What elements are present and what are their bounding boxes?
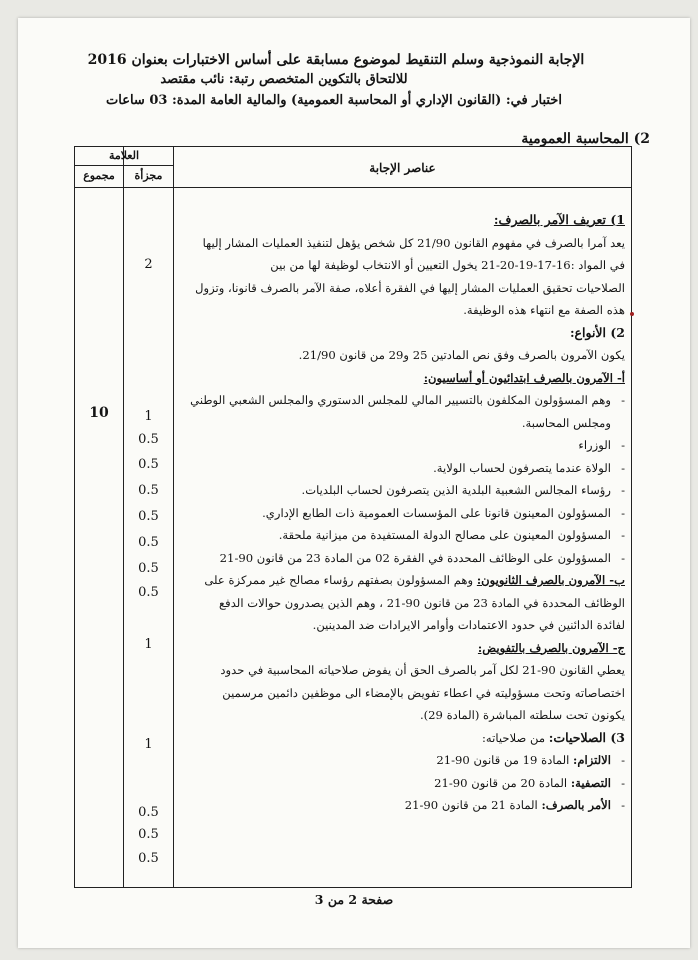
header-line-3: اختبار في: (القانون الإداري أو المحاسبة العمومية) والمالية العامة المدة: 03 ساعات <box>106 93 562 108</box>
type-a-item-1: -وهم المسؤولون المكلفون بالتسيير المالي للمجلس الدستوري والمجلس الشعبي الوطني <box>190 393 625 407</box>
score-a4: 0.5 <box>138 483 159 498</box>
type-c-line-1: يعطي القانون 90-21 لكل آمر بالصرف الحق أن يفوض صلاحياته المحاسبية في حدود <box>220 663 625 677</box>
score-a1: 1 <box>144 409 153 424</box>
q1-line-4: هذه الصفة مع انتهاء هذه الوظيفة. <box>463 303 625 317</box>
ink-mark <box>630 312 634 316</box>
header-line-1: الإجابة النموذجية وسلم التنقيط لموضوع مسابقة على أساس الاختبارات بعنوان 2016 <box>87 52 585 68</box>
section-title: 2) المحاسبة العمومية <box>521 131 650 147</box>
q1-title: 1) تعريف الآمر بالصرف: <box>493 212 625 227</box>
q1-line-2: في المواد :16-17-19-20-21 يخول التعيين أو الانتخاب لوظيفة لها من بين <box>270 258 625 272</box>
score-a8: 0.5 <box>138 585 159 600</box>
score-q1: 2 <box>144 257 153 272</box>
type-a-item-4: -رؤساء المجالس الشعبية البلدية الذين يتصرفون لحساب البلديات. <box>301 483 625 497</box>
q2-intro: يكون الآمرون بالصرف وفق نص المادتين 25 و29 من قانون 21/90. <box>298 348 625 362</box>
q3-item-1: -الالتزام: المادة 19 من قانون 90-21 <box>436 753 625 767</box>
type-a-title: أ- الآمرون بالصرف ابتدائيون أو أساسيون: <box>423 370 625 385</box>
score-c: 1 <box>144 737 153 752</box>
table-header-line <box>75 187 631 188</box>
type-b-title: ب- الآمرون بالصرف الثانويون: <box>476 573 625 587</box>
table-header-subline <box>75 165 173 166</box>
type-a-item-2: -الوزراء <box>578 438 625 452</box>
score-a6: 0.5 <box>138 535 159 550</box>
type-b-line-3: لفائدة الدائنين في حدود الاعتمادات وأوامر الايرادات ضد المدينين. <box>312 618 625 632</box>
score-q3-2: 0.5 <box>138 827 159 842</box>
header-line-2: للالتحاق بالتكوين المتخصص رتبة: نائب مقتصد <box>160 72 408 87</box>
type-a-item-1-cont: ومجلس المحاسبة. <box>521 415 611 430</box>
q3-item-2: -التصفية: المادة 20 من قانون 90-21 <box>434 775 625 790</box>
document-header <box>18 52 690 108</box>
score-a5: 0.5 <box>138 509 159 524</box>
score-q3-1: 0.5 <box>138 805 159 820</box>
q3-title-line: 3) الصلاحيات: من صلاحياته: <box>482 729 625 745</box>
score-q3-3: 0.5 <box>138 851 159 866</box>
type-c-line-3: يكونون تحت سلطته المباشرة (المادة 29). <box>419 708 625 722</box>
grade-header: العلامة <box>108 149 140 162</box>
sum-header: مجموع <box>83 169 115 182</box>
type-a-item-6: -المسؤولون المعينون على مصالح الدولة المستفيدة من ميزانية ملحقة. <box>278 528 625 542</box>
q3-item-3: -الأمر بالصرف: المادة 21 من قانون 90-21 <box>404 798 625 812</box>
document-page <box>18 18 690 948</box>
type-c-title: ج- الآمرون بالصرف بالتفويض: <box>477 640 625 655</box>
type-a-item-7: -المسؤولون على الوظائف المحددة في الفقرة 02 من المادة 23 من قانون 90-21 <box>219 550 625 565</box>
score-b: 1 <box>144 637 153 652</box>
type-b-line-1: ب- الآمرون بالصرف الثانويون: وهم المسؤولون بصفتهم رؤساء مصالح غير ممركزة على <box>204 573 625 587</box>
score-a2: 0.5 <box>138 432 159 447</box>
type-c-line-2: اختصاصاته وتحت مسؤوليته في اعطاء تفويض بالإمضاء الى موظفين دائمين مرسمين <box>222 685 625 700</box>
type-a-item-5: -المسؤولون المعينون قانونا على المؤسسات العمومية ذات الطابع الإداري. <box>262 505 625 520</box>
answer-table <box>74 146 632 888</box>
part-header: مجزأة <box>134 169 163 182</box>
score-a7: 0.5 <box>138 561 159 576</box>
type-a-item-3: -الولاة عندما يتصرفون لحساب الولاية. <box>433 460 625 475</box>
q1-line-3: الصلاحيات تحقيق العمليات المشار إليها في الفقرة أعلاه، صفة الآمر بالصرف قانونا، وتزول <box>195 280 625 295</box>
q3-title: 3) الصلاحيات: <box>548 729 625 745</box>
score-a3: 0.5 <box>138 457 159 472</box>
answer-content <box>179 209 625 817</box>
type-b-line-2: الوظائف المحددة في المادة 23 من قانون 90-21 ، وهم الذين يصدرون حوالات الدفع <box>218 595 625 610</box>
total-score: 10 <box>89 405 109 421</box>
table-divider-part <box>173 147 174 887</box>
q1-line-1: يعد آمرا بالصرف في مفهوم القانون 21/90 كل شخص يؤهل لتنفيذ العمليات المشار إليها <box>202 235 625 250</box>
items-header: عناصر الإجابة <box>369 161 436 175</box>
page-number: صفحة 2 من 3 <box>314 892 394 907</box>
q2-title: 2) الأنواع: <box>569 324 625 340</box>
